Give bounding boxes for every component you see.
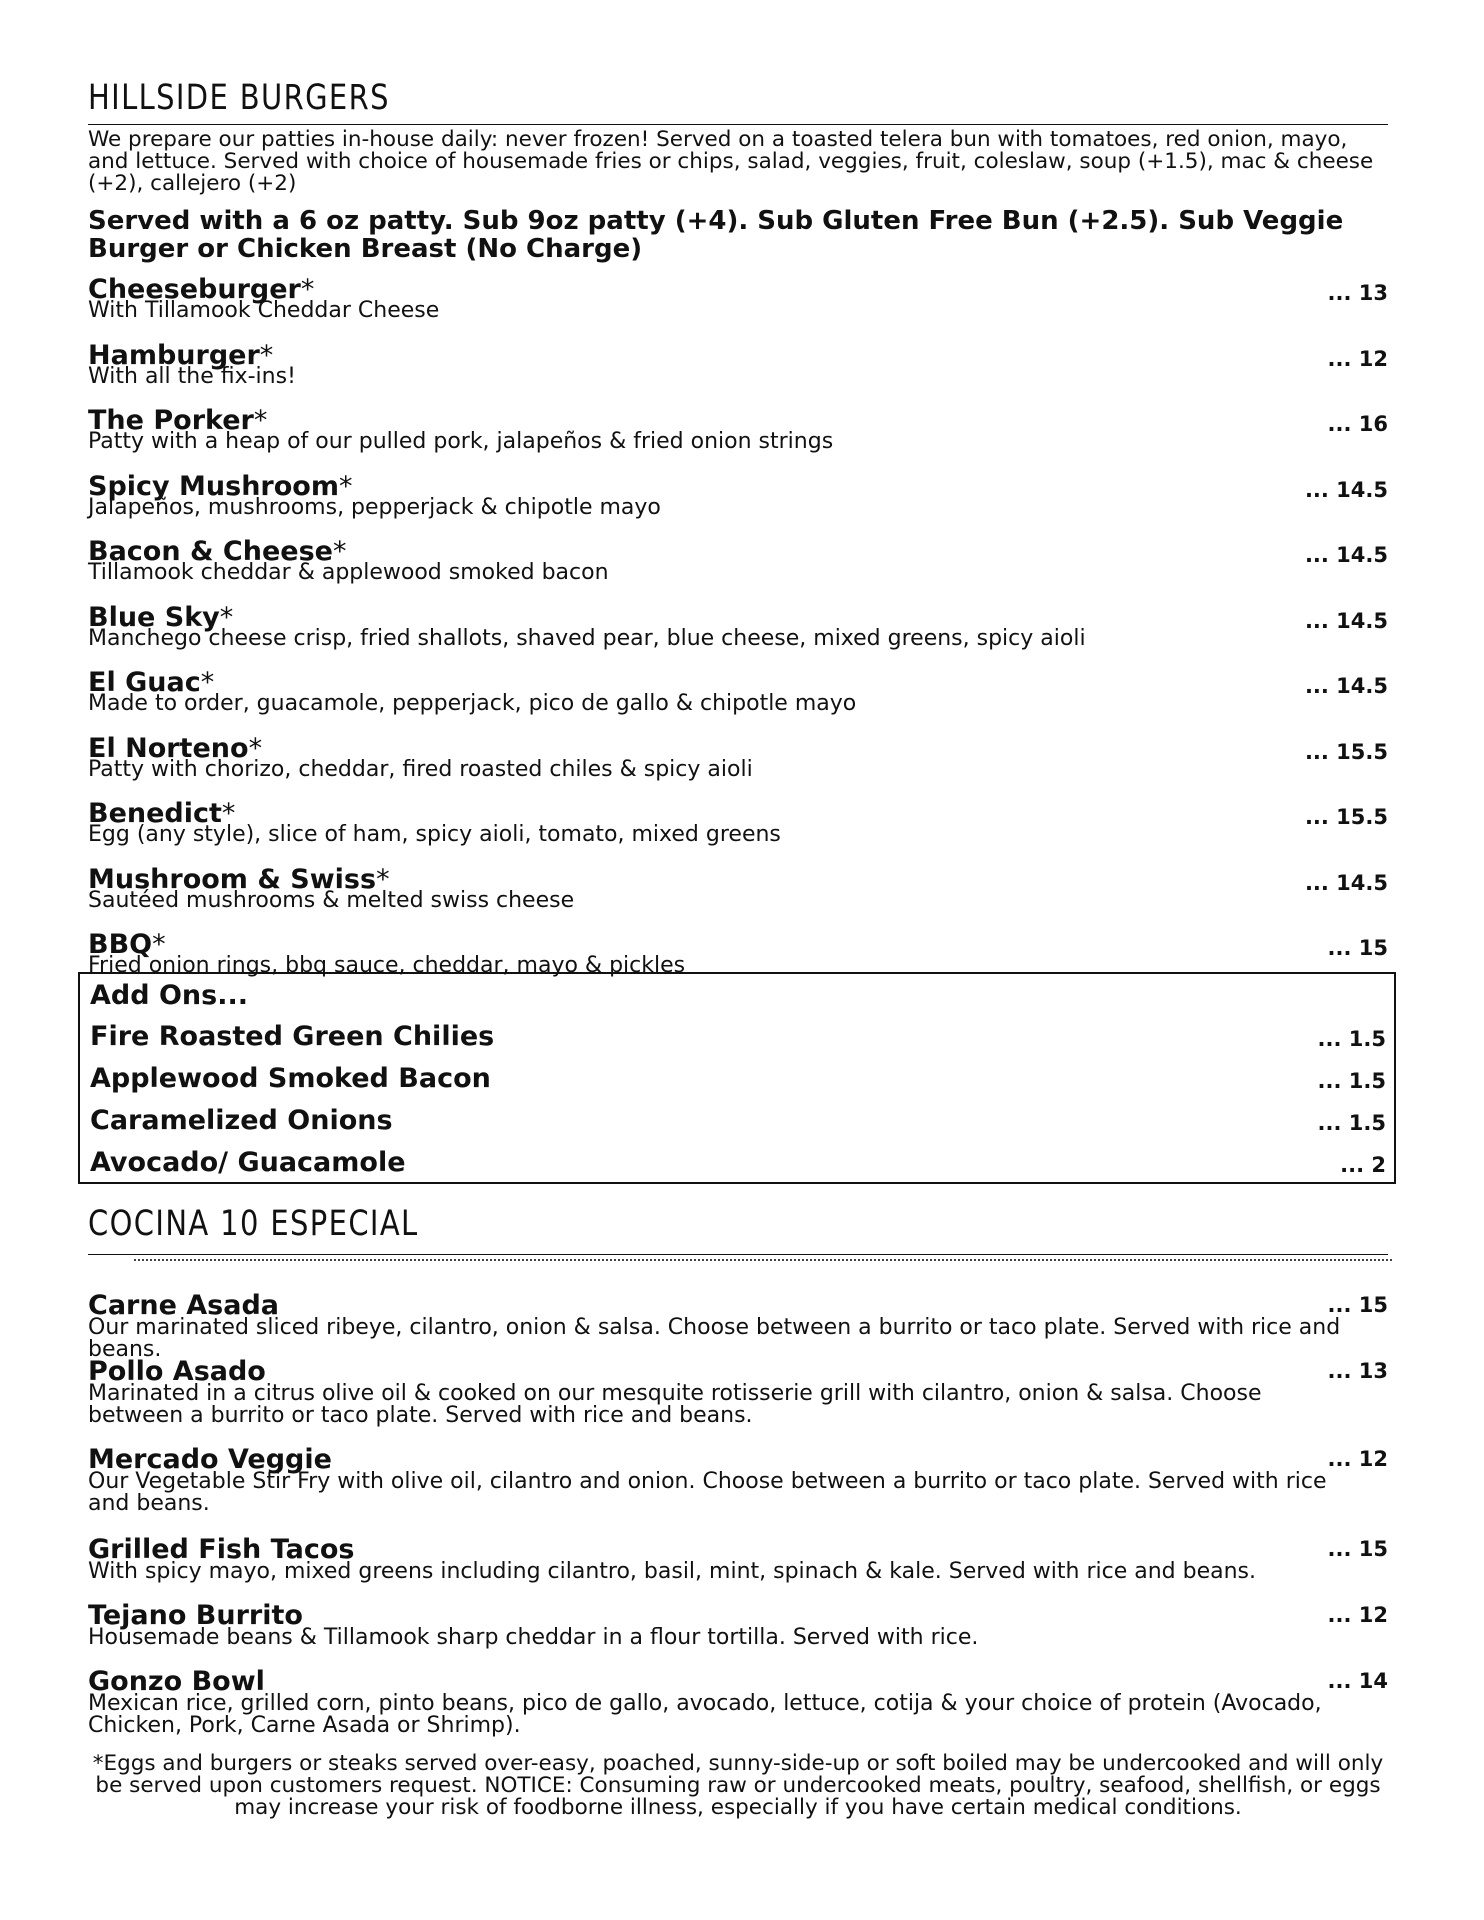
item-name: Carne Asada (88, 1290, 280, 1321)
item-name: Grilled Fish Tacos (88, 1534, 355, 1565)
menu-item (88, 1357, 1388, 1445)
menu-item (88, 275, 1388, 341)
item-name-text: The Porker (88, 405, 254, 436)
menu-item (88, 406, 1388, 472)
item-price: ... 15.5 (1304, 805, 1388, 829)
cocina-section-title: COCINA 10 ESPECIAL (88, 1204, 419, 1244)
add-on-item (90, 1100, 1394, 1142)
item-description: Tillamook cheddar & applewood smoked bacon (88, 560, 609, 585)
item-name: Pollo Asado (88, 1356, 266, 1387)
item-price: ... 12 (1327, 346, 1388, 371)
add-on-price: ... 1.5 (1317, 1027, 1386, 1051)
item-price: ... 15 (1327, 1293, 1388, 1317)
item-name-text: El Guac (88, 667, 201, 698)
item-description: Housemade beans & Tillamook sharp cheddar in a flour tortilla. Served with rice. (88, 1625, 979, 1650)
menu-item (88, 668, 1388, 734)
item-name-text: Hamburger (88, 339, 260, 371)
item-name: Gonzo Bowl (88, 1666, 265, 1697)
burger-list (88, 274, 1388, 978)
item-description: Patty with a heap of our pulled pork, jalapeños & fried onion strings (88, 429, 834, 454)
asterisk: * (338, 470, 353, 502)
add-on-name: Fire Roasted Green Chilies (90, 1021, 495, 1052)
item-price: ... 15 (1327, 936, 1388, 960)
menu-item (88, 341, 1388, 407)
burgers-intro: We prepare our patties in-house daily: never frozen! Served on a toasted telera bun with tomatoes, red onion, mayo, and lettuce. Served with choice of housemade fries or chips, salad, veggies, fruit, coleslaw, soup (+1.5), mac & cheese (+2), callejero (+2) (88, 127, 1374, 196)
add-on-price: ... 1.5 (1317, 1111, 1386, 1135)
menu-item (88, 472, 1388, 538)
item-name-text: BBQ (88, 929, 153, 960)
asterisk: * (200, 667, 215, 698)
menu-item (88, 1290, 1388, 1362)
menu-item (88, 734, 1388, 800)
menu-page (88, 76, 1388, 1819)
add-on-item (90, 1058, 1394, 1100)
item-price: ... 16 (1327, 412, 1388, 436)
item-name-text: Blue Sky (88, 601, 220, 633)
item-name-text: Cheeseburger (88, 274, 301, 305)
item-description: Patty with chorizo, cheddar, fired roasted chiles & spicy aioli (88, 756, 753, 782)
dotted-divider (134, 1259, 1392, 1261)
menu-item (88, 1601, 1388, 1667)
add-ons-box (78, 972, 1396, 1184)
item-price: ... 15 (1327, 1537, 1388, 1561)
item-price: ... 14.5 (1304, 674, 1388, 698)
title-divider (88, 1254, 1388, 1255)
add-on-name: Applewood Smoked Bacon (90, 1063, 491, 1094)
item-name: Mercado Veggie (88, 1444, 332, 1475)
item-price: ... 14.5 (1304, 608, 1388, 633)
item-price: ... 15.5 (1304, 739, 1388, 764)
item-price: ... 14.5 (1304, 543, 1388, 567)
item-price: ... 14.5 (1304, 870, 1388, 895)
asterisk: * (259, 339, 274, 371)
item-description: Fried onion rings, bbq sauce, cheddar, mayo & pickles (88, 953, 686, 978)
asterisk: * (300, 274, 315, 305)
asterisk: * (219, 601, 234, 633)
allergen-footnote: *Eggs and burgers or steaks served over-easy, poached, sunny-side-up or soft boiled may be undercooked and will only be served upon customers request. NOTICE: Consuming raw or undercooked meats, poultry, seafood, shellfish, or eggs may increase your risk of foodborne illness, especially if you have certain medical conditions. (92, 1751, 1384, 1820)
item-price: ... 13 (1327, 1359, 1388, 1383)
item-description: Egg (any style), slice of ham, spicy aioli, tomato, mixed greens (88, 822, 781, 847)
item-description: Marinated in a citrus olive oil & cooked on our mesquite rotisserie grill with cilantro, onion & salsa. Choose between a burrito or taco plate. Served with rice and beans. (88, 1381, 1262, 1428)
burgers-section-title: HILLSIDE BURGERS (88, 78, 390, 118)
cocina-list (88, 1291, 1388, 1741)
item-description: Sautéed mushrooms & melted swiss cheese (88, 887, 575, 913)
add-on-price: ... 2 (1340, 1153, 1386, 1177)
add-on-item (90, 1016, 1394, 1058)
item-description: Our marinated sliced ribeye, cilantro, onion & salsa. Choose between a burrito or taco plate. Served with rice and beans. (88, 1315, 1341, 1362)
menu-item (88, 1445, 1388, 1535)
item-name-text: Mushroom & Swiss (88, 863, 377, 895)
item-name-text: Benedict (88, 798, 222, 829)
menu-item (88, 1535, 1388, 1601)
add-on-name: Caramelized Onions (90, 1105, 393, 1136)
asterisk: * (221, 798, 236, 829)
asterisk: * (376, 863, 390, 895)
item-name-text: El Norteno (88, 732, 249, 764)
menu-item (88, 1667, 1388, 1741)
item-name: Tejano Burrito (88, 1600, 303, 1631)
item-price: ... 12 (1327, 1603, 1388, 1627)
menu-item (88, 865, 1388, 931)
menu-item (88, 603, 1388, 669)
asterisk: * (248, 732, 263, 764)
menu-item (88, 929, 1388, 978)
item-name-text: Spicy Mushroom (88, 470, 339, 502)
add-on-price: ... 1.5 (1317, 1069, 1386, 1093)
item-description: Jalapeños, mushrooms, pepperjack & chipotle mayo (88, 494, 661, 520)
asterisk: * (253, 405, 268, 436)
add-ons-title: Add Ons... (90, 980, 248, 1011)
title-divider (88, 124, 1388, 125)
item-description: With all the fix-ins! (88, 363, 296, 389)
asterisk: * (152, 929, 166, 960)
item-description: Mexican rice, grilled corn, pinto beans, pico de gallo, avocado, lettuce, cotija & your choice of protein (Avocado, Chicken, Pork, Carne Asada or Shrimp). (88, 1691, 1322, 1738)
item-description: With Tillamook Cheddar Cheese (88, 298, 440, 323)
add-on-item (90, 1142, 1394, 1184)
add-on-name: Avocado/ Guacamole (90, 1147, 406, 1178)
item-description: Made to order, guacamole, pepperjack, pico de gallo & chipotle mayo (88, 691, 857, 716)
item-price: ... 14 (1327, 1669, 1388, 1693)
menu-item (88, 537, 1388, 603)
item-name-text: Bacon & Cheese (88, 536, 333, 567)
item-price: ... 12 (1327, 1447, 1388, 1471)
item-price: ... 14.5 (1304, 477, 1388, 502)
item-description: With spicy mayo, mixed greens including cilantro, basil, mint, spinach & kale. Served with rice and beans. (88, 1559, 1257, 1584)
item-description: Manchego cheese crisp, fried shallots, shaved pear, blue cheese, mixed greens, spicy aioli (88, 625, 1086, 651)
asterisk: * (332, 536, 347, 567)
menu-item (88, 799, 1388, 865)
item-description: Our Vegetable Stir Fry with olive oil, cilantro and onion. Choose between a burrito or taco plate. Served with rice and beans. (88, 1469, 1327, 1516)
burgers-subhead: Served with a 6 oz patty. Sub 9oz patty (+4). Sub Gluten Free Bun (+2.5). Sub Veggie Burger or Chicken Breast (No Charge) (88, 206, 1344, 264)
item-price: ... 13 (1327, 281, 1388, 305)
